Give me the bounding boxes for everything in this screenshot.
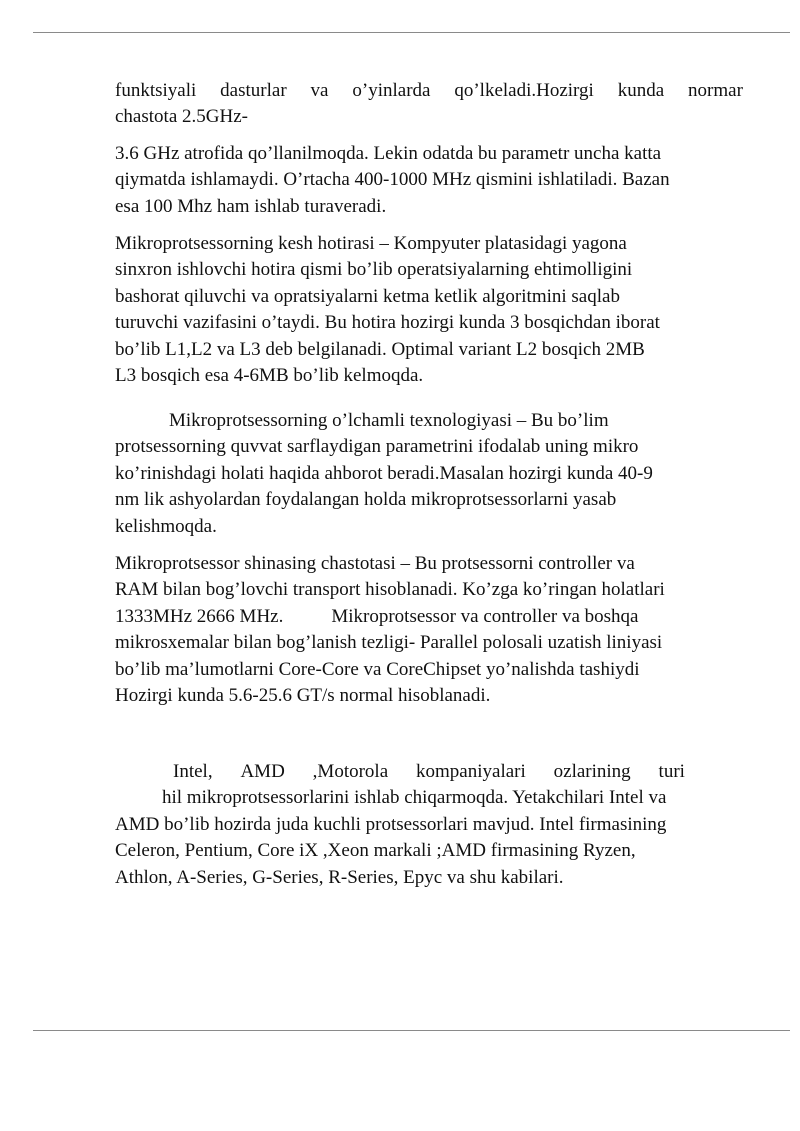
text-line: nm lik ashyolardan foydalangan holda mikroprotsessorlarni yasab (115, 489, 617, 511)
text-line: AMD bo’lib hozirda juda kuchli protsessorlari mavjud. Intel firmasining (115, 813, 667, 835)
text-line: RAM bilan bog’lovchi transport hisoblanadi. Ko’zga ko’ringan holatlari (115, 579, 665, 601)
text-line: bashorat qiluvchi va opratsiyalarni ketma ketlik algoritmini saqlab (115, 285, 620, 307)
text-word: ozlarining (553, 761, 631, 782)
text-line: mikrosxemalar bilan bog’lanish tezligi- Parallel polosali uzatish liniyasi (115, 632, 663, 654)
text-word: kunda (617, 80, 665, 101)
text-line: Mikroprotsessorning o’lchamli texnologiyasi – Bu bo’lim (169, 410, 609, 431)
text-line: Mikroprotsessorning kesh hotirasi – Kompyuter platasidagi yagona (115, 233, 627, 254)
text-word: funktsiyali (115, 80, 197, 101)
text-line-content: Mikroprotsessor va controller va boshqa (331, 605, 639, 627)
text-line: sinxron ishlovchi hotira qismi bo’lib operatsiyalarning ehtimolligini (115, 259, 633, 281)
text-word: qo’lkeladi.Hozirgi (454, 80, 594, 101)
text-word: AMD (240, 761, 285, 782)
text-word: ,Motorola (312, 761, 389, 782)
text-line: Mikroprotsessor shinasing chastotasi – Bu protsessorni controller va (115, 553, 635, 574)
text-line: bo’lib ma’lumotlarni Core-Core va CoreChipset yo’nalishda tashiydi (115, 658, 640, 680)
text-line: 3.6 GHz atrofida qo’llanilmoqda. Lekin odatda bu parametr uncha katta (115, 143, 662, 164)
text-word: kompaniyalari (416, 761, 526, 782)
text-word: turi (658, 761, 685, 782)
text-line (115, 78, 743, 104)
text-line-content: 1333MHz 2666 MHz. (115, 605, 284, 627)
text-line: L3 bosqich esa 4-6MB bo’lib kelmoqda. (115, 365, 424, 387)
text-word: normar (688, 80, 743, 101)
text-line: qiymatda ishlamaydi. O’rtacha 400-1000 MHz qismini ishlatiladi. Bazan (115, 169, 670, 191)
text-line: Athlon, A-Series, G-Series, R-Series, Epyc va shu kabilari. (115, 866, 564, 888)
text-line: kelishmoqda. (115, 515, 217, 537)
paragraph-frequency-continued (115, 78, 743, 131)
text-line: turuvchi vazifasini o’taydi. Bu hotira hozirgi kunda 3 bosqichdan iborat (115, 312, 660, 334)
text-line: bo’lib L1,L2 va L3 deb belgilanadi. Optimal variant L2 bosqich 2MB (115, 338, 645, 360)
paragraph-manufacturers (115, 759, 743, 891)
text-line: esa 100 Mhz ham ishlab turaveradi. (115, 195, 387, 217)
footer-rule (33, 1030, 790, 1031)
text-line: hil mikroprotsessorlarini ishlab chiqarmoqda. Yetakchilari Intel va (162, 787, 667, 809)
text-line (115, 604, 743, 630)
text-word: o’yinlarda (352, 80, 431, 101)
text-line (115, 759, 685, 785)
text-word: va (310, 80, 329, 101)
paragraph-frequency-range (115, 141, 743, 220)
paragraph-bus-frequency (115, 551, 743, 709)
text-line: protsessorning quvvat sarflaydigan parametrini ifodalab uning mikro (115, 436, 639, 458)
text-line: ko’rinishdagi holati haqida ahborot beradi.Masalan hozirgi kunda 40-9 (115, 462, 653, 484)
text-line: Celeron, Pentium, Core iX ,Xeon markali ;AMD firmasining Ryzen, (115, 840, 636, 862)
paragraph-cache-memory (115, 231, 743, 389)
paragraph-process-technology (115, 408, 743, 540)
text-word: Intel, (173, 761, 213, 782)
text-line: Hozirgi kunda 5.6-25.6 GT/s normal hisoblanadi. (115, 685, 491, 707)
text-line: chastota 2.5GHz- (115, 106, 248, 128)
text-word: dasturlar (220, 80, 287, 101)
header-rule (33, 32, 790, 33)
